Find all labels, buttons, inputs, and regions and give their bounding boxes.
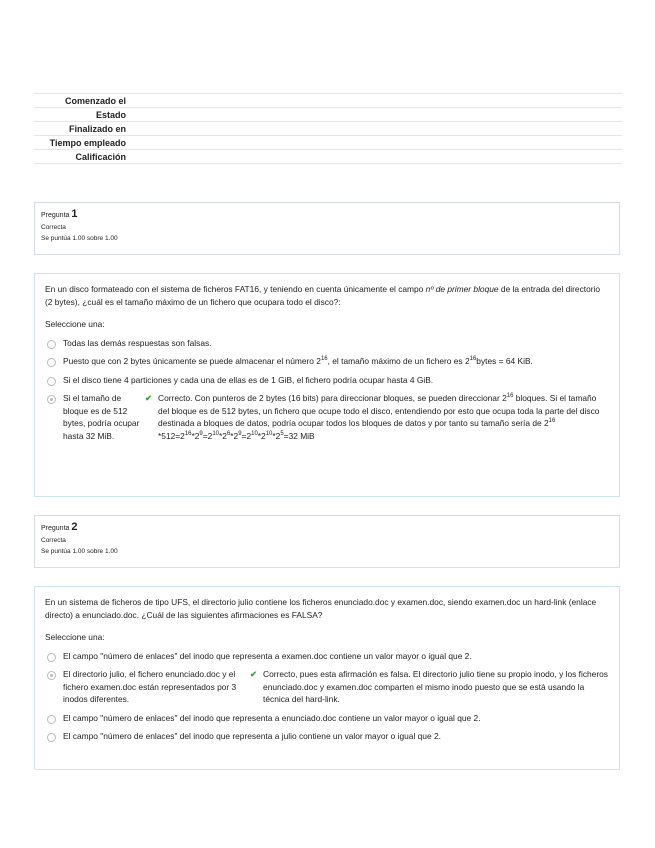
question-2-option-4[interactable]: El campo "número de enlaces" del inodo que representa a julio contiene un valor mayor o igual que 2.: [45, 730, 609, 743]
question-2-content: [34, 586, 620, 770]
question-1-state: Correcta: [41, 224, 66, 231]
question-1-option-2[interactable]: Puesto que con 2 bytes únicamente se puede almacenar el número $2^{16}$, el tamaño máximo de un fichero es $2^{16}bytes = 64$ KiB.: [45, 355, 609, 368]
question-2-text: En un sistema de ficheros de tipo UFS, el directorio julio contiene los ficheros enunciado.doc y examen.doc, siendo examen.doc un hard-link (enlace directo) a enunciado.doc. ¿Cuál de las siguientes afirmaciones es FALSA?: [45, 597, 597, 620]
attempt-summary-table: [34, 93, 622, 164]
summary-row-time-taken: [34, 135, 622, 149]
question-2-option-1[interactable]: El campo "número de enlaces" del inodo que representa a examen.doc contiene un valor mayor o igual que 2.: [45, 650, 609, 663]
correct-check-icon: ✔: [250, 669, 258, 679]
question-1-option-1[interactable]: Todas las demás respuestas son falsas.: [45, 337, 609, 350]
summary-row-state: [34, 107, 622, 121]
radio-button[interactable]: [47, 715, 56, 724]
radio-button[interactable]: [47, 653, 56, 662]
question-2-number: Pregunta 2: [41, 521, 78, 533]
question-1-number: Pregunta 1: [41, 208, 78, 220]
question-1-grade: Se puntúa 1.00 sobre 1.00: [41, 235, 118, 242]
radio-button[interactable]: [47, 358, 56, 367]
question-2-state: Correcta: [41, 537, 66, 544]
question-2-grade: Se puntúa 1.00 sobre 1.00: [41, 548, 118, 555]
question-1-content: [34, 273, 620, 497]
question-1-option-4-selected[interactable]: Si el tamaño de bloque es de 512 bytes, podría ocupar hasta 32 MiB. ✔ Correcto. Con punteros de 2 bytes (16 bits) para direccionar bloques, se pueden direccionar $2^{16}$ bloques. Si el tamaño del bloque es de 512 bytes, un fichero que ocupe todo el disco, entendiendo por esto que ocupa toda la parte del disco destinada a bloques de datos, podría ocupar todos los bloques de datos y por tanto su tamaño sería de $2^{16}$ $*512=2^{16}*2^9=2^{10}*2^6*2^9=2^{10}*2^{10}*2^5=32$ MiB: [45, 392, 609, 442]
summary-row-finished: [34, 121, 622, 135]
question-1-option-3[interactable]: Si el disco tiene 4 particiones y cada una de ellas es de 1 GiB, el fichero podría ocupar hasta 4 GiB.: [45, 374, 609, 387]
radio-button[interactable]: [47, 340, 56, 349]
radio-button-selected[interactable]: [47, 671, 56, 680]
radio-button-selected[interactable]: [47, 395, 56, 404]
radio-button[interactable]: [47, 377, 56, 386]
question-2-feedback: Correcto, pues esta afirmación es falsa. El directorio julio tiene su propio inodo, y los ficheros enunciado.doc y examen.doc comparten el mismo inodo puesto que se está usando la técnica del hard-link.: [263, 669, 608, 704]
summary-label-started: Comenzado el: [64, 96, 126, 106]
question-2-prompt: Seleccione una:: [45, 632, 105, 642]
question-2-option-3[interactable]: El campo "número de enlaces" del inodo que representa a enunciado.doc contiene un valor mayor o igual que 2.: [45, 712, 609, 725]
question-1-feedback: Correcto. Con punteros de 2 bytes (16 bits) para direccionar bloques, se pueden direccionar $2^{16}$ bloques. Si el tamaño del bloque es de 512 bytes, un fichero que ocupe todo el disco, entendiendo por esto que ocupa toda la parte del disco destinada a bloques de datos, podría ocupar todos los bloques de datos y por tanto su tamaño sería de $2^{16}$ $*512=2^{16}*2^9=2^{10}*2^6*2^9=2^{10}*2^{10}*2^5=32$ MiB: [158, 393, 600, 441]
summary-label-finished: Finalizado en: [68, 124, 126, 134]
question-1-prompt: Seleccione una:: [45, 319, 105, 329]
question-1-text: En un disco formateado con el sistema de ficheros FAT16, y teniendo en cuenta únicamente el campo nº de primer bloque de la entrada del directorio (2 bytes), ¿cuál es el tamaño máximo de un fichero que ocupara todo el disco?:: [45, 284, 601, 307]
question-2-info: [34, 515, 620, 568]
summary-row-started: [34, 93, 622, 107]
summary-row-grade: [34, 149, 622, 164]
question-2-option-2-selected[interactable]: El directorio julio, el fichero enunciado.doc y el fichero examen.doc están representados por 3 inodos diferentes. ✔ Correcto, pues esta afirmación es falsa. El directorio julio tiene su propio inodo, y los ficheros enunciado.doc y examen.doc comparten el mismo inodo puesto que se está usando la técnica del hard-link.: [45, 668, 609, 706]
summary-label-state: Estado: [95, 110, 126, 120]
summary-label-grade: Calificación: [75, 152, 126, 162]
summary-label-time-taken: Tiempo empleado: [49, 138, 126, 148]
radio-button[interactable]: [47, 733, 56, 742]
correct-check-icon: ✔: [145, 393, 153, 403]
question-1-info: [34, 202, 620, 255]
